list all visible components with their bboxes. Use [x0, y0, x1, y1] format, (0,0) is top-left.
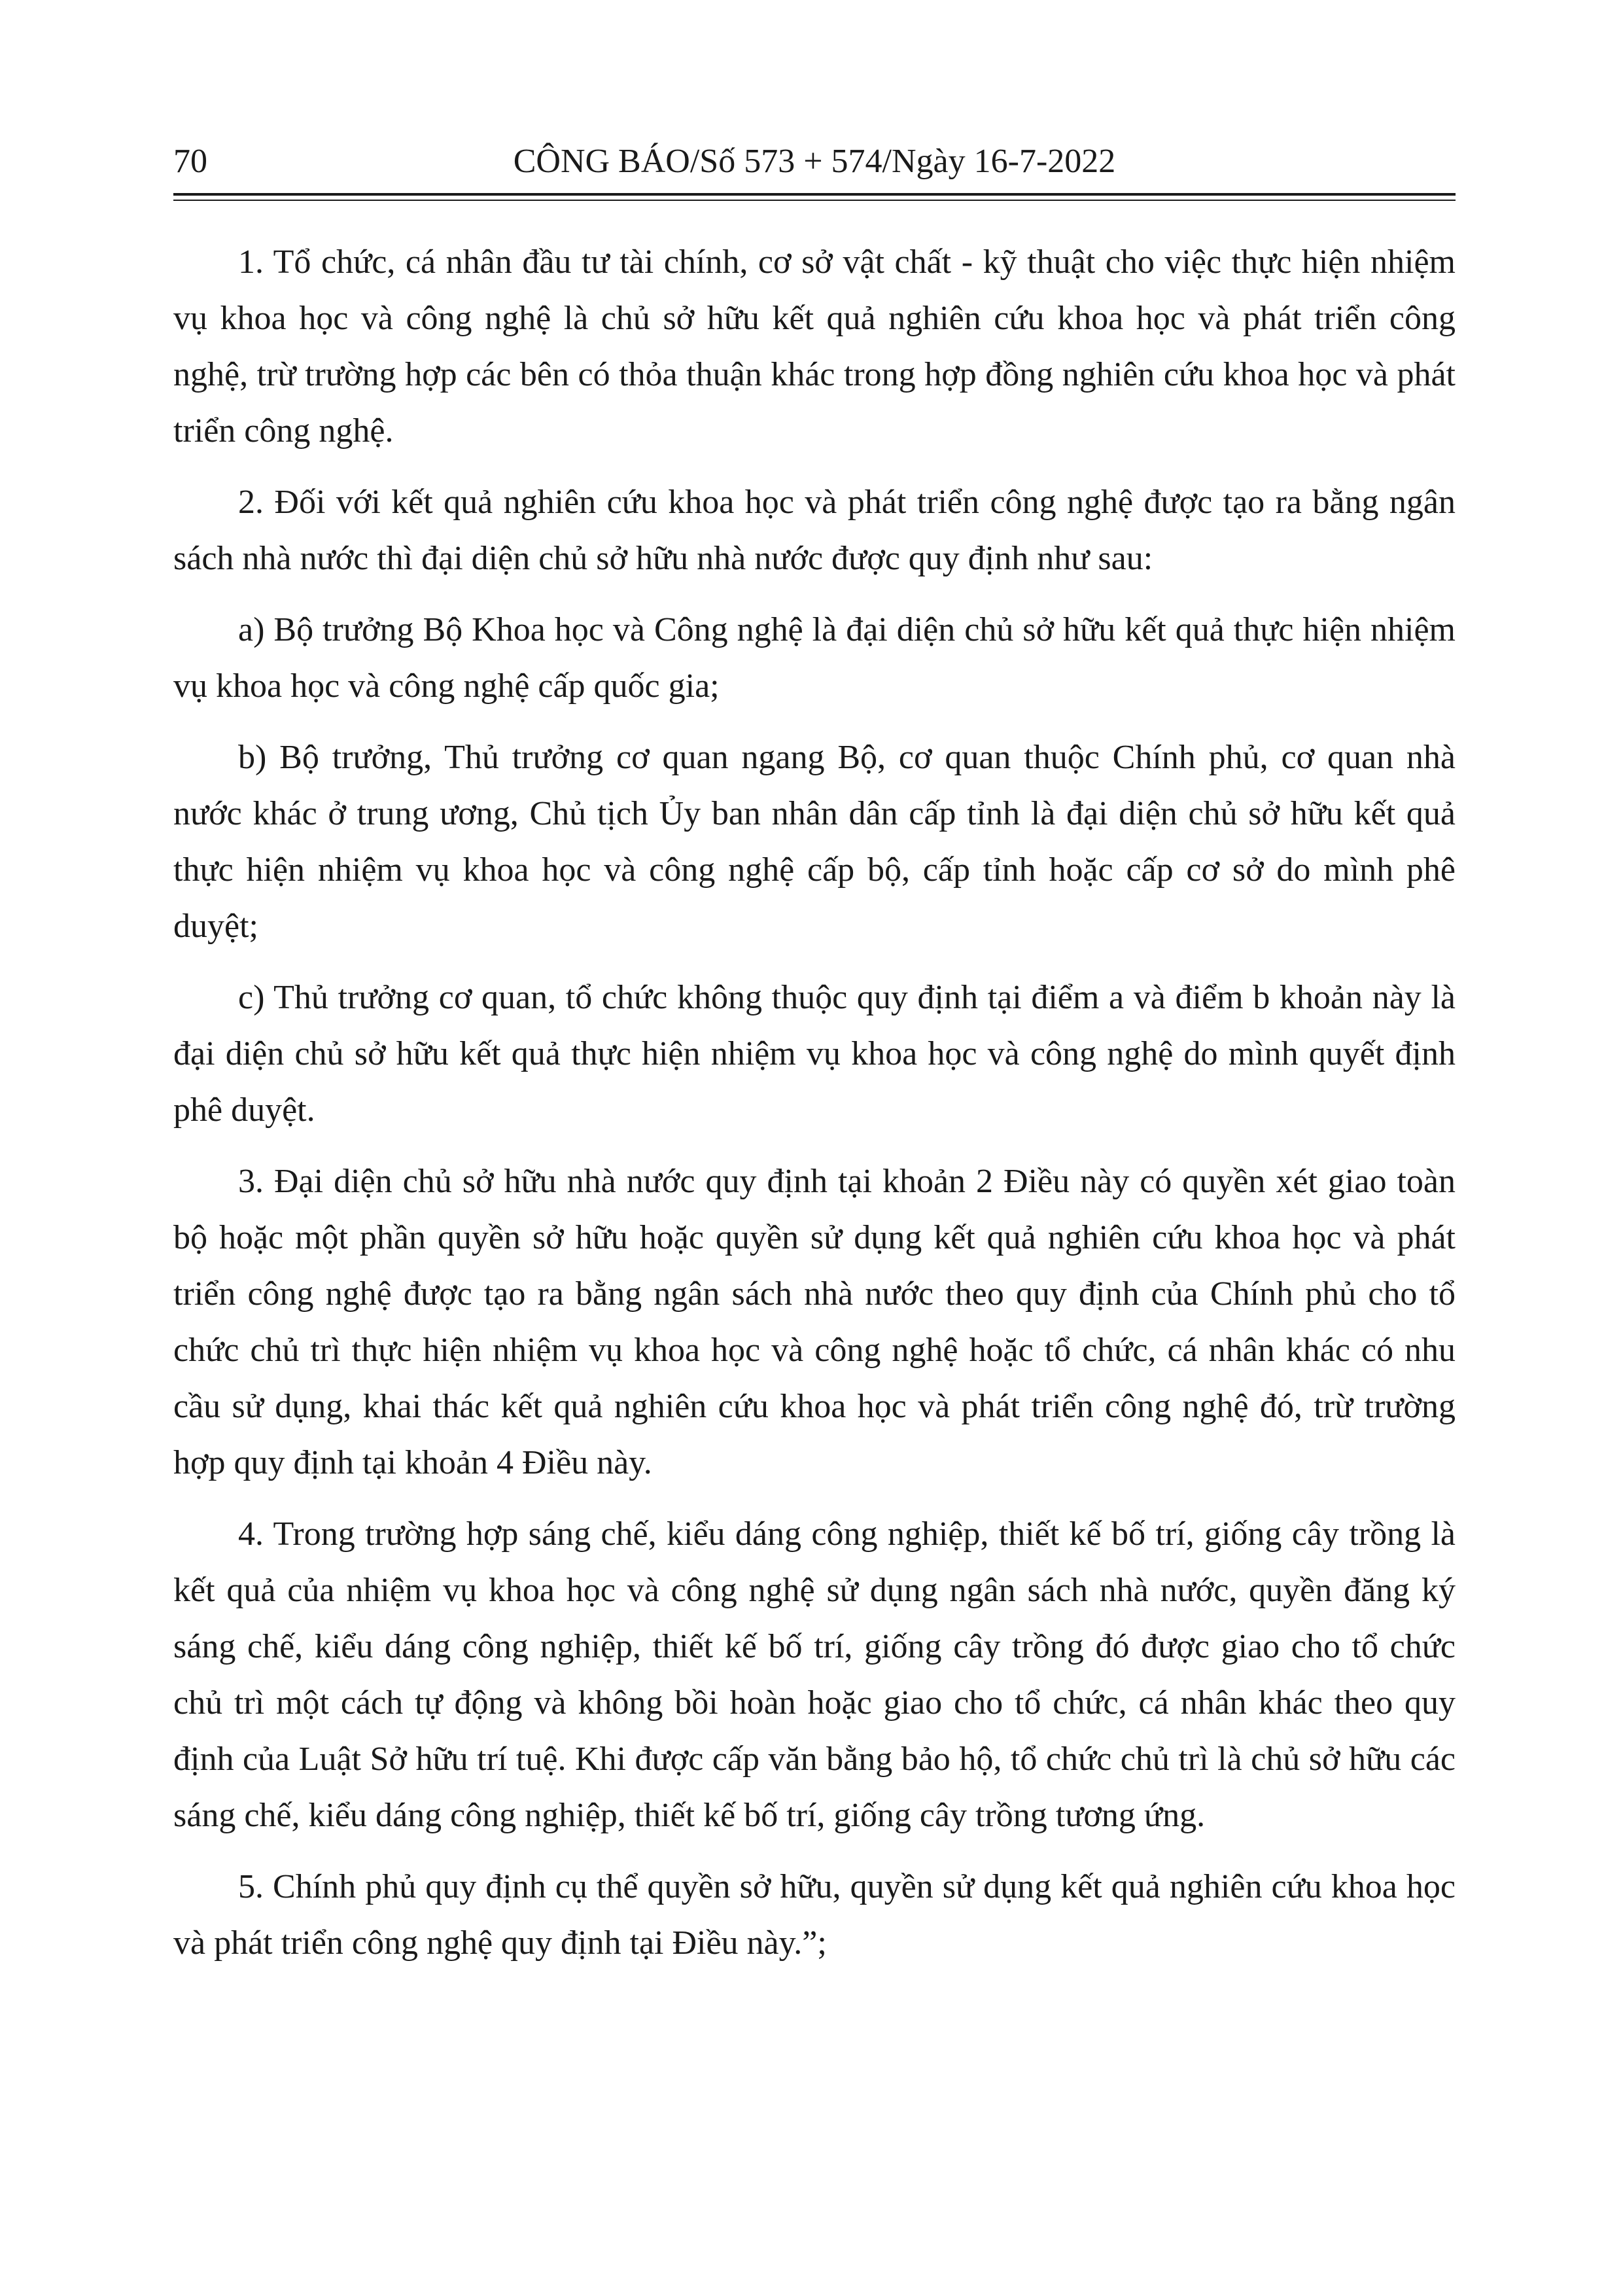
paragraph-point-c: c) Thủ trưởng cơ quan, tổ chức không thuộc quy định tại điểm a và điểm b khoản này là đại diện chủ sở hữu kết quả thực hiện nhiệm vụ khoa học và công nghệ do mình quyết định phê duyệt. [173, 979, 1456, 1129]
paragraph-clause-4: 4. Trong trường hợp sáng chế, kiểu dáng công nghiệp, thiết kế bố trí, giống cây trồng là kết quả của nhiệm vụ khoa học và công nghệ sử dụng ngân sách nhà nước, quyền đăng ký sáng chế, kiểu dáng công nghiệp, thiết kế bố trí, giống cây trồng đó được giao cho tổ chức chủ trì một cách tự động và không bồi hoàn hoặc giao cho tổ chức, cá nhân khác theo quy định của Luật Sở hữu trí tuệ. Khi được cấp văn bằng bảo hộ, tổ chức chủ trì là chủ sở hữu các sáng chế, kiểu dáng công nghiệp, thiết kế bố trí, giống cây trồng tương ứng. [173, 1515, 1456, 1834]
page-header [173, 139, 1456, 185]
document-body [173, 234, 1456, 1987]
page-number: 70 [173, 143, 207, 180]
paragraph-clause-1: 1. Tổ chức, cá nhân đầu tư tài chính, cơ sở vật chất - kỹ thuật cho việc thực hiện nhiệm vụ khoa học và công nghệ là chủ sở hữu kết quả nghiên cứu khoa học và phát triển công nghệ, trừ trường hợp các bên có thỏa thuận khác trong hợp đồng nghiên cứu khoa học và phát triển công nghệ. [173, 243, 1456, 450]
header-rule-thin [173, 200, 1456, 201]
paragraph-clause-3: 3. Đại diện chủ sở hữu nhà nước quy định tại khoản 2 Điều này có quyền xét giao toàn bộ hoặc một phần quyền sở hữu hoặc quyền sử dụng kết quả nghiên cứu khoa học và phát triển công nghệ được tạo ra bằng ngân sách nhà nước theo quy định của Chính phủ cho tổ chức chủ trì thực hiện nhiệm vụ khoa học và công nghệ hoặc tổ chức, cá nhân khác có nhu cầu sử dụng, khai thác kết quả nghiên cứu khoa học và phát triển công nghệ đó, trừ trường hợp quy định tại khoản 4 Điều này. [173, 1163, 1456, 1481]
gazette-title: CÔNG BÁO/Số 573 + 574/Ngày 16-7-2022 [513, 143, 1116, 180]
paragraph-clause-5: 5. Chính phủ quy định cụ thể quyền sở hữu, quyền sử dụng kết quả nghiên cứu khoa học và phát triển công nghệ quy định tại Điều này.”; [173, 1868, 1456, 1962]
paragraph-point-a: a) Bộ trưởng Bộ Khoa học và Công nghệ là đại diện chủ sở hữu kết quả thực hiện nhiệm vụ khoa học và công nghệ cấp quốc gia; [173, 611, 1456, 705]
paragraph-clause-2: 2. Đối với kết quả nghiên cứu khoa học và phát triển công nghệ được tạo ra bằng ngân sách nhà nước thì đại diện chủ sở hữu nhà nước được quy định như sau: [173, 484, 1456, 577]
paragraph-point-b: b) Bộ trưởng, Thủ trưởng cơ quan ngang Bộ, cơ quan thuộc Chính phủ, cơ quan nhà nước khác ở trung ương, Chủ tịch Ủy ban nhân dân cấp tỉnh là đại diện chủ sở hữu kết quả thực hiện nhiệm vụ khoa học và công nghệ cấp bộ, cấp tỉnh hoặc cấp cơ sở do mình phê duyệt; [173, 739, 1456, 945]
header-rule-thick [173, 193, 1456, 196]
